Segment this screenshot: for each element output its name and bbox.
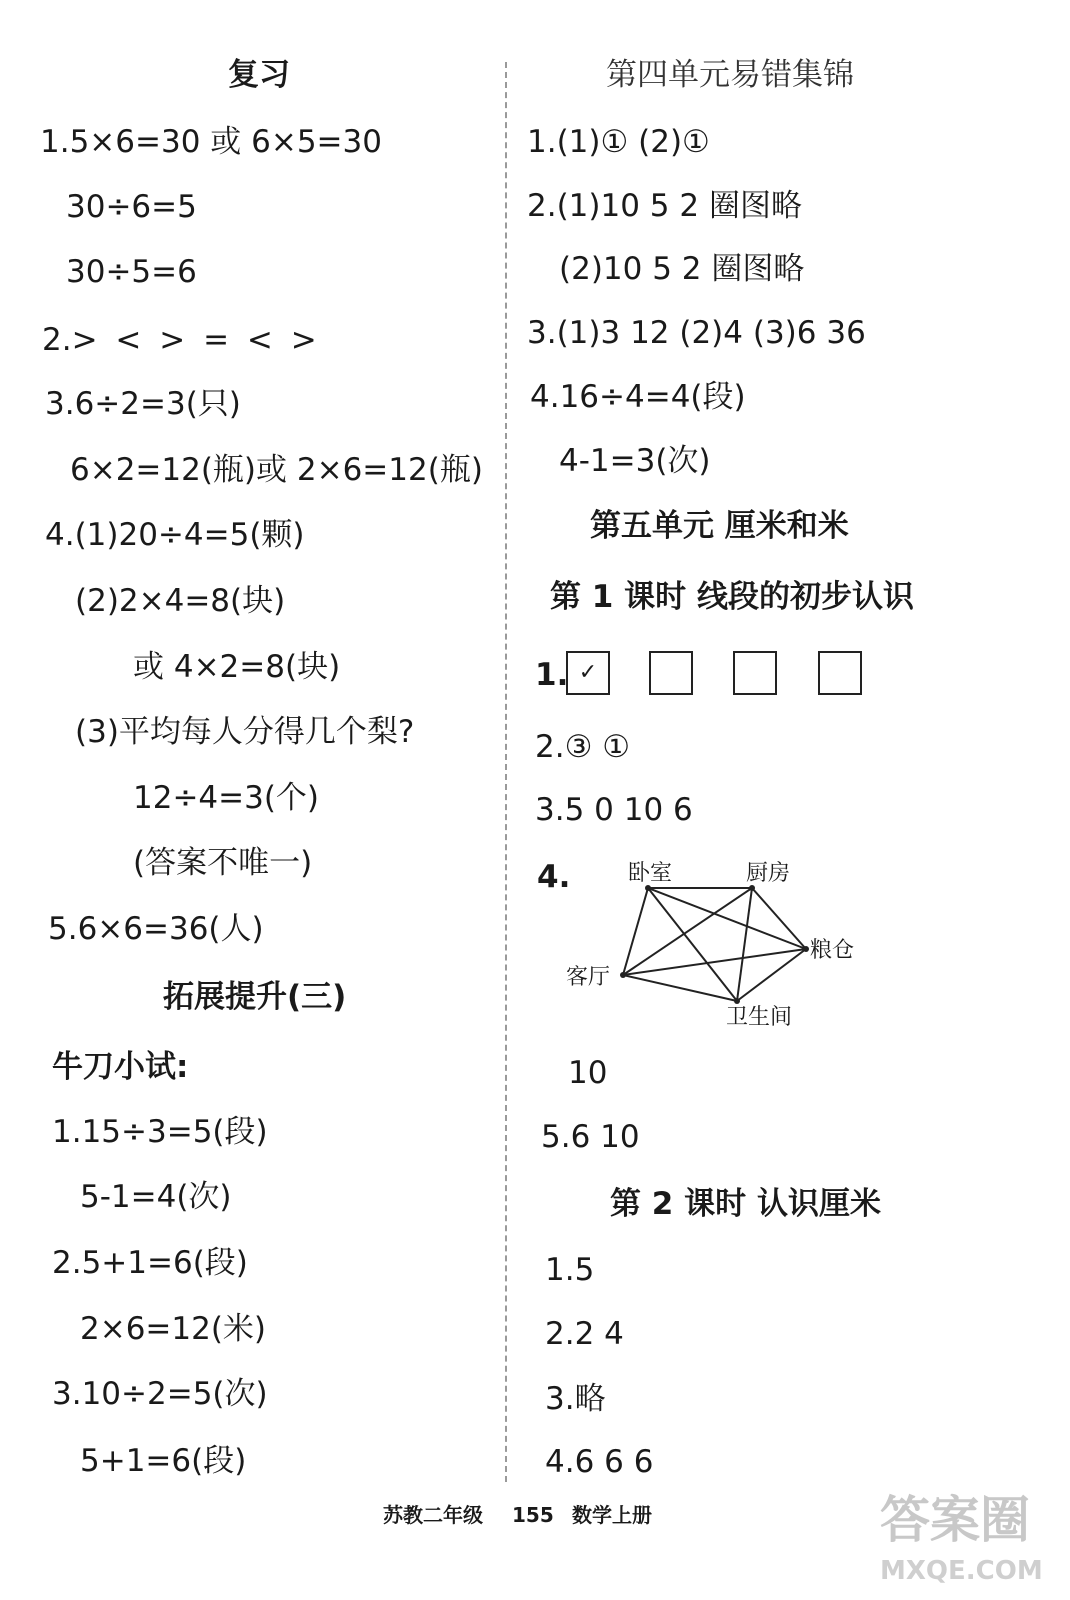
connecting-segments <box>623 888 806 1001</box>
trial-line: 2.5+1=6(段) <box>52 1245 248 1281</box>
footer-book: 数学上册 <box>572 1503 652 1527</box>
review-line: 2.> < > = < > <box>42 322 317 358</box>
review-line: 12÷4=3(个) <box>133 780 320 816</box>
answer-box-2 <box>649 651 693 695</box>
unit4-line: 3.(1)3 12 (2)4 (3)6 36 <box>527 315 866 351</box>
label-granary: 粮仓 <box>810 938 855 963</box>
review-line: 1.5×6=30 或 6×5=30 <box>40 124 382 160</box>
lesson2-line: 4.6 6 6 <box>545 1444 654 1480</box>
q4-answer: 10 <box>568 1055 608 1091</box>
label-bedroom: 卧室 <box>628 861 673 886</box>
unit4-line: 2.(1)10 5 2 圈图略 <box>527 188 802 224</box>
review-line: (答案不唯一) <box>133 845 313 881</box>
q4-number: 4. <box>537 859 571 895</box>
answer-box-1: ✓ <box>566 651 610 695</box>
trial-line: 5+1=6(段) <box>80 1443 247 1479</box>
watermark-logo: 答案圈 <box>880 1491 1030 1549</box>
lesson2-title: 第 2 课时 认识厘米 <box>610 1186 881 1222</box>
unit4-title: 第四单元易错集锦 <box>606 57 854 93</box>
watermark-site: MXQE.COM <box>880 1556 1043 1586</box>
extend-title: 拓展提升(三) <box>163 979 347 1015</box>
trial-line: 3.10÷2=5(次) <box>52 1376 268 1412</box>
unit5-title: 第五单元 厘米和米 <box>590 508 849 544</box>
review-line: (3)平均每人分得几个梨? <box>75 714 415 750</box>
label-living-room: 客厅 <box>566 965 611 990</box>
unit4-line: 4-1=3(次) <box>559 443 711 479</box>
q2-answer: 2.③ ① <box>535 729 631 765</box>
footer-grade: 苏教二年级 <box>383 1503 483 1527</box>
review-line: 或 4×2=8(块) <box>133 649 341 685</box>
review-line: 4.(1)20÷4=5(颗) <box>45 517 305 553</box>
review-title: 复习 <box>228 57 290 93</box>
review-line: 5.6×6=36(人) <box>48 911 264 947</box>
unit4-line: 4.16÷4=4(段) <box>530 379 746 415</box>
lesson2-line: 2.2 4 <box>545 1316 624 1352</box>
q5-answer: 5.6 10 <box>541 1119 640 1155</box>
review-line: 3.6÷2=3(只) <box>45 386 241 422</box>
trial-title: 牛刀小试: <box>52 1049 189 1085</box>
page-number: 155 <box>512 1503 554 1527</box>
label-bathroom: 卫生间 <box>726 1005 793 1030</box>
lesson1-title: 第 1 课时 线段的初步认识 <box>550 579 914 615</box>
review-line: 30÷6=5 <box>66 189 197 225</box>
trial-line: 1.15÷3=5(段) <box>52 1114 268 1150</box>
room-line-diagram <box>560 850 880 1035</box>
unit4-line: 1.(1)① (2)① <box>527 124 710 160</box>
answer-box-3 <box>733 651 777 695</box>
column-divider <box>505 62 507 1482</box>
trial-line: 2×6=12(米) <box>80 1311 267 1347</box>
unit4-line: (2)10 5 2 圈图略 <box>559 251 805 287</box>
q3-answer: 3.5 0 10 6 <box>535 792 693 828</box>
q1-number: 1. <box>535 657 569 693</box>
lesson2-line: 3.略 <box>545 1381 606 1417</box>
review-line: 6×2=12(瓶)或 2×6=12(瓶) <box>70 452 483 488</box>
trial-line: 5-1=4(次) <box>80 1179 232 1215</box>
review-line: (2)2×4=8(块) <box>75 583 286 619</box>
answer-box-4 <box>818 651 862 695</box>
diagram-points <box>620 885 809 1004</box>
label-kitchen: 厨房 <box>746 861 791 886</box>
review-line: 30÷5=6 <box>66 254 197 290</box>
lesson2-line: 1.5 <box>545 1252 595 1288</box>
